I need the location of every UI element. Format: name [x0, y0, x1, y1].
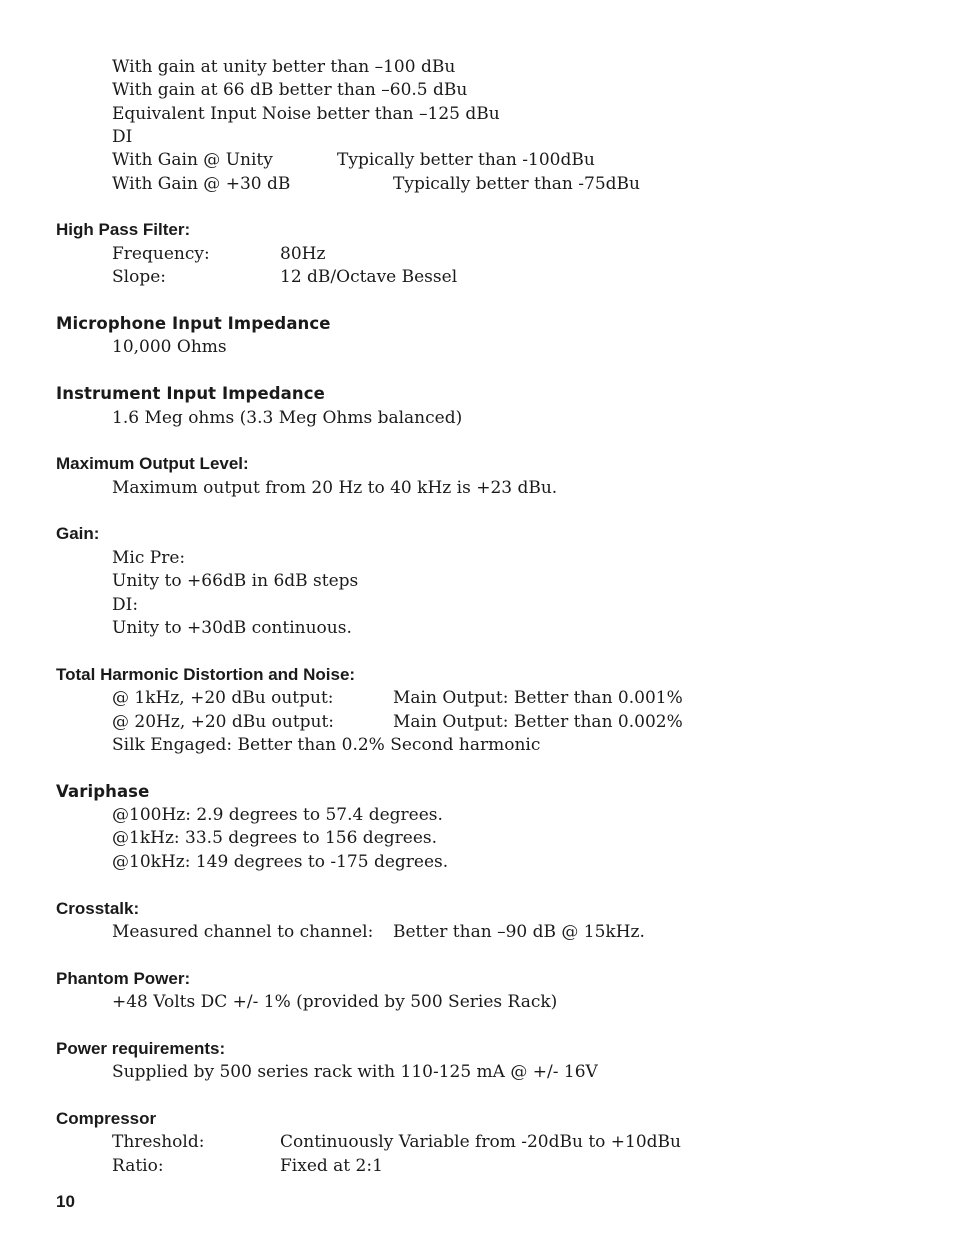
gain-mic-label: Mic Pre:	[112, 548, 186, 568]
variphase-line-2: @1kHz: 33.5 degrees to 156 degrees.	[112, 828, 438, 848]
inst-impedance-value: 1.6 Meg ohms (3.3 Meg Ohms balanced)	[112, 408, 463, 428]
crosstalk-heading: Crosstalk:	[56, 899, 140, 918]
compressor-heading: Compressor	[56, 1109, 157, 1128]
hpf-slope-value: 12 dB/Octave Bessel	[280, 267, 458, 287]
power-heading: Power requirements:	[56, 1039, 226, 1058]
inst-impedance-heading: Instrument Input Impedance	[56, 384, 325, 403]
thd-row-2-label: @ 20Hz, +20 dBu output:	[112, 712, 335, 732]
variphase-line-3: @10kHz: 149 degrees to -175 degrees.	[112, 852, 449, 872]
noise-ein-text: Equivalent Input Noise better than –125 dBu	[112, 104, 500, 124]
noise-gain66-text: With gain at 66 dB better than –60.5 dBu	[112, 80, 468, 100]
noise-di-30-value: Typically better than -75dBu	[393, 174, 640, 194]
power-value: Supplied by 500 series rack with 110-125 mA @ +/- 16V	[112, 1062, 598, 1082]
thd-row-2-value: Main Output: Better than 0.002%	[393, 712, 683, 732]
compressor-ratio-value: Fixed at 2:1	[280, 1156, 383, 1176]
hpf-frequency-value: 80Hz	[280, 244, 326, 264]
gain-di-label: DI:	[112, 595, 139, 615]
hpf-heading: High Pass Filter:	[56, 220, 191, 239]
noise-di-unity-label: With Gain @ Unity	[112, 150, 273, 170]
hpf-slope-label: Slope:	[112, 267, 166, 287]
mic-impedance-heading: Microphone Input Impedance	[56, 314, 331, 333]
variphase-heading: Variphase	[56, 782, 150, 801]
compressor-threshold-value: Continuously Variable from -20dBu to +10dBu	[280, 1132, 681, 1152]
max-output-value: Maximum output from 20 Hz to 40 kHz is +23 dBu.	[112, 478, 558, 498]
noise-di-label: DI	[112, 127, 133, 147]
crosstalk-value: Better than –90 dB @ 15kHz.	[393, 922, 645, 942]
gain-mic-value: Unity to +66dB in 6dB steps	[112, 571, 359, 591]
thd-silk-text: Silk Engaged: Better than 0.2% Second harmonic	[112, 735, 541, 755]
gain-di-value: Unity to +30dB continuous.	[112, 618, 352, 638]
thd-row-1-value: Main Output: Better than 0.001%	[393, 688, 683, 708]
thd-row-1-label: @ 1kHz, +20 dBu output:	[112, 688, 334, 708]
hpf-frequency-label: Frequency:	[112, 244, 210, 264]
phantom-heading: Phantom Power:	[56, 969, 191, 988]
mic-impedance-value: 10,000 Ohms	[112, 337, 227, 357]
variphase-line-1: @100Hz: 2.9 degrees to 57.4 degrees.	[112, 805, 443, 825]
compressor-threshold-label: Threshold:	[112, 1132, 205, 1152]
crosstalk-label: Measured channel to channel:	[112, 922, 374, 942]
phantom-value: +48 Volts DC +/- 1% (provided by 500 Series Rack)	[112, 992, 558, 1012]
gain-heading: Gain:	[56, 524, 100, 543]
noise-di-unity-value: Typically better than -100dBu	[337, 150, 595, 170]
thd-heading: Total Harmonic Distortion and Noise:	[56, 665, 356, 684]
max-output-heading: Maximum Output Level:	[56, 454, 249, 473]
noise-unity-text: With gain at unity better than –100 dBu	[112, 57, 456, 77]
page-number: 10	[56, 1192, 75, 1211]
compressor-ratio-label: Ratio:	[112, 1156, 164, 1176]
noise-di-30-label: With Gain @ +30 dB	[112, 174, 291, 194]
